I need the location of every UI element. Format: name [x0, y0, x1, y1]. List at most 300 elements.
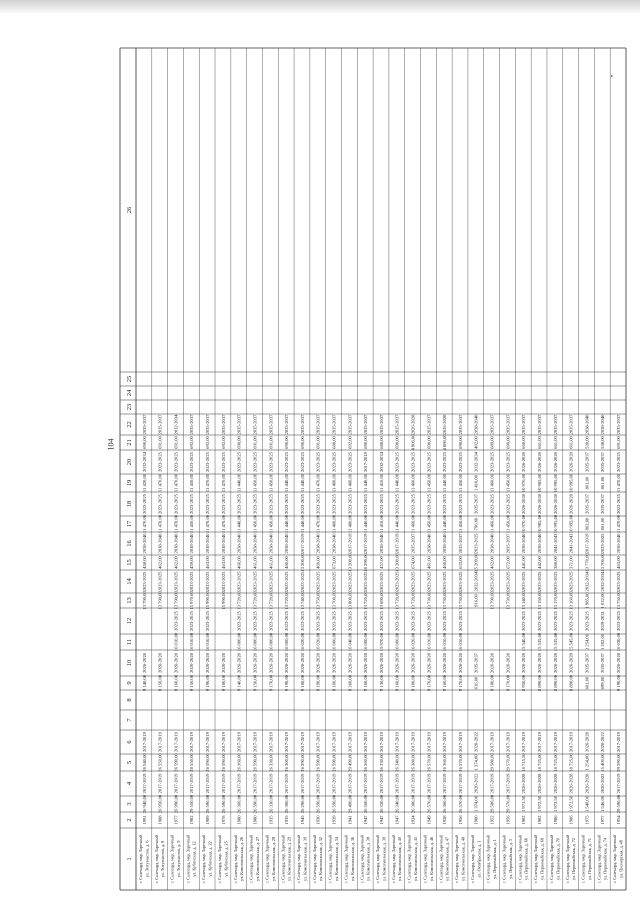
cell-c10: 2026-2028	[157, 653, 163, 673]
cell-c15: 457,00	[378, 556, 384, 569]
cell-address: г. Салехард, мкр. Заречный	[596, 834, 602, 884]
cell-c20: 2032-2034	[378, 452, 384, 472]
cell-c10: 2026-2028	[173, 653, 179, 673]
cell-c19: 1 410,00	[473, 474, 479, 492]
cell-c5: 26 330,00	[378, 753, 384, 772]
cell-c17: 10 995,00	[568, 514, 574, 534]
cell-address: ул. Первомайская, д. 1	[492, 839, 498, 879]
cell-c5: 26 560,00	[363, 753, 369, 772]
cell-c3: 29 490,00	[347, 794, 353, 814]
cell-c9: 616,00	[473, 676, 479, 690]
cell-c2: 1928	[442, 815, 448, 825]
cell-c15: 463,00	[615, 556, 621, 569]
cell-c20: 2023-2025	[457, 452, 463, 472]
cell-c14: 2023-2025	[568, 571, 574, 592]
cell-c21: 690,00	[299, 436, 305, 449]
cell-address: г. Салехард, мкр. Заречный	[517, 834, 523, 884]
cell-c14: 2023-2025	[552, 571, 558, 592]
cell-c13: 13 720,00	[394, 591, 400, 610]
cell-c3: 26 940,00	[141, 794, 147, 814]
cell-address: г. Салехард, мкр. Заречный	[359, 834, 365, 884]
column-number: 13	[126, 597, 133, 604]
cell-c3: 26 300,00	[284, 794, 290, 814]
cell-c20: 2023-2025	[394, 452, 400, 472]
cell-c15: 13 700,00	[600, 553, 606, 572]
cell-c13: 13 140,00	[521, 591, 527, 610]
cell-c17: 11 440,00	[442, 514, 448, 534]
cell-address: ул. Комсомольская, д. 40	[397, 836, 403, 882]
column-number: 1	[126, 857, 133, 861]
cell-c17: 11 450,00	[268, 514, 274, 534]
cell-c19: 11 410,00	[378, 473, 384, 493]
cell-c2: 1977	[600, 815, 606, 825]
cell-c3: 1 972,50	[536, 795, 542, 813]
cell-c13: 13 790,00	[141, 591, 147, 610]
cell-c9: 9 160,00	[394, 674, 400, 692]
cell-c18: 2023-2025	[505, 494, 511, 514]
cell-c10: 2026-2028	[268, 653, 274, 673]
cell-c3: 26 570,00	[457, 794, 463, 814]
cell-c17: 11 410,00	[378, 514, 384, 534]
cell-c5: 26 330,00	[268, 753, 274, 772]
cell-c14: 2023-2025	[205, 571, 211, 592]
cell-c20: 2023-2025	[268, 452, 274, 472]
cell-c6: 2017-2019	[457, 732, 463, 752]
cell-c13: 1 985,00	[584, 592, 590, 609]
cell-c14: 2023-2025	[457, 571, 463, 592]
cell-c6: 2017-2019	[252, 732, 258, 752]
column-number: 8	[126, 698, 133, 702]
cell-c18: 2023-2025	[410, 494, 416, 514]
cell-c4: 2017-2019	[284, 773, 290, 794]
cell-c18: 2023-2025	[363, 494, 369, 514]
cell-c18: 2023-2025	[173, 494, 179, 514]
cell-c12: 2023-2025	[521, 611, 527, 631]
cell-address: г. Салехард, мкр. Заречный	[564, 834, 570, 884]
cell-c10: 2026-2028	[378, 653, 384, 673]
cell-c21: 691,00	[615, 436, 621, 449]
cell-address: г. Салехард, мкр. Заречный	[406, 834, 412, 884]
cell-c20: 2023-2025	[410, 452, 416, 472]
cell-c16: 2017-2019	[347, 533, 353, 554]
cell-address: г. Салехард, мкр. Заречный	[232, 834, 238, 884]
cell-c19: 11 470,00	[315, 473, 321, 493]
cell-c19: 11 450,00	[252, 473, 258, 493]
cell-c14: 2023-2025	[299, 571, 305, 592]
cell-c19: 11 450,00	[426, 473, 432, 493]
column-number: 15	[126, 559, 133, 566]
cell-c10: 2035-2037	[473, 653, 479, 673]
cell-c15: 463,00	[220, 556, 226, 569]
cell-c4: 2017-2019	[505, 773, 511, 794]
cell-c2: 1977	[173, 815, 179, 825]
cell-c12: 2029-2031	[600, 611, 606, 631]
cell-address: ул. Первомайская, д. 72	[571, 838, 577, 880]
cell-c22: 2035-2037	[268, 414, 274, 435]
cell-c11: 1 254,00	[584, 633, 590, 651]
cell-c18: 2023-2025	[189, 494, 195, 514]
cell-c14: 2023-2025	[347, 571, 353, 592]
cell-c10: 2035-2037	[584, 653, 590, 673]
cell-c10: 2026-2028	[315, 653, 321, 673]
cell-c4: 2017-2019	[615, 773, 621, 794]
cell-address: г. Салехард, мкр. Заречный	[280, 834, 286, 884]
cell-c19: 11 400,00	[331, 473, 337, 493]
cell-c17: 11 470,00	[173, 514, 179, 534]
cell-c5: 26 290,00	[299, 753, 305, 772]
cell-c3: 1 546,00	[600, 795, 606, 813]
cell-c20: 2023-2025	[299, 452, 305, 472]
cell-c4: 2017-2019	[331, 773, 337, 794]
cell-c5: 1 374,00	[473, 754, 479, 771]
cell-c16: 2038-2040	[284, 533, 290, 554]
cell-c4: 2020-2022	[600, 773, 606, 794]
cell-c17: 11 460,00	[489, 514, 495, 534]
cell-c12: 2023-2025	[299, 611, 305, 631]
cell-c2: 1934	[410, 815, 416, 825]
cell-c12: 2023-2025	[347, 611, 353, 631]
cell-c6: 2017-2019	[363, 732, 369, 752]
column-number: 2	[126, 818, 133, 822]
cell-c15: 461,00	[268, 556, 274, 569]
cell-c11: 15 970,00	[378, 632, 384, 652]
cell-c18: 2023-2025	[284, 494, 290, 514]
cell-c18: 2026-2028	[552, 494, 558, 514]
cell-c18: 2023-2025	[205, 494, 211, 514]
cell-c14: 2023-2025	[268, 571, 274, 592]
cell-c15: 462,00	[173, 556, 179, 569]
cell-address: г. Салехард, мкр. Заречный	[343, 834, 349, 884]
column-number: 20	[126, 458, 133, 466]
cell-c2: 1941	[347, 815, 353, 825]
cell-c2: 1975	[584, 815, 590, 825]
cell-c20: 2023-2025	[426, 452, 432, 472]
cell-c5: 26 590,00	[173, 753, 179, 772]
cell-c13: 13 720,00	[410, 591, 416, 610]
cell-c17: 11 450,00	[252, 514, 258, 534]
cell-address: ул. Первомайская, д. 3	[507, 839, 513, 879]
cell-c20: 2023-2025	[442, 452, 448, 472]
cell-c19: 11 440,00	[394, 473, 400, 493]
cell-c13: 13 790,00	[173, 591, 179, 610]
cell-c4: 2020-2022	[473, 773, 479, 794]
cell-c14: 2023-2025	[252, 571, 258, 592]
cell-c9: 9 170,00	[426, 674, 432, 692]
column-number: 18	[126, 500, 133, 508]
cell-c3: 26 570,00	[426, 794, 432, 814]
cell-c13: 1 032,00	[600, 592, 606, 609]
cell-address: ул. Первомайская, д. 66	[523, 838, 529, 880]
cell-c11: 16 020,00	[299, 632, 305, 652]
cell-c19: 10 995,00	[568, 473, 574, 493]
cell-c13: 13 690,00	[378, 591, 384, 610]
cell-c22: 2035-2037	[347, 414, 353, 435]
cell-c3: 26 590,00	[252, 794, 258, 814]
cell-c22: 2035-2037	[220, 414, 226, 435]
cell-c17: 11 470,00	[615, 514, 621, 534]
cell-c15: 673,00	[331, 556, 337, 569]
cell-c14: 2023-2025	[536, 571, 542, 592]
cell-c9: 9 360,00	[347, 674, 353, 692]
cell-c21: 690,00	[284, 436, 290, 449]
cell-c18: 2023-2025	[394, 494, 400, 514]
cell-c10: 2026-2028	[442, 653, 448, 673]
cell-c9: 601,00	[584, 676, 590, 690]
cell-c19: 11 480,00	[347, 473, 353, 493]
cell-c4: 2017-2019	[205, 773, 211, 794]
cell-c15: 672,00	[505, 556, 511, 569]
column-number: 26	[126, 206, 133, 214]
cell-c9: 8 890,00	[536, 674, 542, 692]
cell-c10: 2026-2028	[552, 653, 558, 673]
cell-c10: 2026-2028	[410, 653, 416, 673]
cell-c20: 2023-2025	[505, 452, 511, 472]
cell-c9: 9 170,00	[268, 674, 274, 692]
cell-c2: 1986	[568, 815, 574, 825]
cell-c3: 1 374,00	[473, 795, 479, 813]
cell-c4: 2017-2019	[347, 773, 353, 794]
cell-c17: 861,00	[600, 517, 606, 531]
cell-c18: 2023-2025	[157, 494, 163, 514]
cell-c13: 13 700,00	[331, 591, 337, 610]
cell-c13: 13 790,00	[157, 591, 163, 610]
cell-c9: 9 160,00	[173, 674, 179, 692]
column-number: 14	[126, 578, 133, 585]
cell-c15: 441,00	[521, 556, 527, 569]
cell-c9: 9 170,00	[505, 674, 511, 692]
cell-c16: 2038-2040	[189, 533, 195, 554]
cell-c9: 9 180,00	[220, 674, 226, 692]
cell-c21: 691,00	[173, 436, 179, 449]
cell-c9: 9 160,00	[442, 674, 448, 692]
cell-c12: 2023-2025	[268, 611, 274, 631]
cell-c18: 2023-2025	[457, 494, 463, 514]
cell-c4: 2017-2019	[157, 773, 163, 794]
column-number: 4	[126, 781, 133, 786]
cell-c21: 402,00	[473, 436, 479, 449]
cell-c22: 2035-2037	[489, 414, 495, 435]
cell-c11: 16 010,00	[442, 632, 448, 652]
cell-c2: 1949	[426, 815, 432, 825]
cell-c18: 2023-2025	[378, 494, 384, 514]
cell-c18: 2023-2025	[615, 494, 621, 514]
cell-c5: 18 715,50	[521, 753, 527, 772]
cell-c6: 2017-2019	[268, 732, 274, 752]
cell-c4: 2017-2019	[220, 773, 226, 794]
cell-c13: 13 730,00	[442, 591, 448, 610]
cell-address: ул. Кубинская, д. 25	[223, 841, 229, 877]
cell-c4: 2017-2019	[268, 773, 274, 794]
cell-address: г. Салехард, мкр. Заречный	[548, 834, 554, 884]
cell-c22: 2035-2037	[284, 414, 290, 435]
cell-address: ул. Комсомольская, д. 39	[381, 836, 387, 882]
cell-c22: 2035-2037	[552, 414, 558, 435]
cell-c19: 11 460,00	[410, 473, 416, 493]
cell-c19: 11 420,00	[141, 473, 147, 493]
cell-c13: 15 990,00	[220, 591, 226, 610]
cell-c12: 2023-2025	[236, 611, 242, 631]
cell-c10: 2035-2037	[600, 653, 606, 673]
cell-c11: 16 040,00	[347, 632, 353, 652]
cell-c19: 11 470,00	[173, 473, 179, 493]
cell-c19: 10 995,00	[552, 473, 558, 493]
cell-c4: 2017-2019	[299, 773, 305, 794]
cell-c2: 1982	[521, 815, 527, 825]
cell-c2: 1935	[268, 815, 274, 825]
cell-c16: 2017-2019	[299, 533, 305, 554]
cell-c5: 26 590,00	[331, 753, 337, 772]
cell-c12: 2023-2025	[536, 611, 542, 631]
cell-c16: 2038-2040	[489, 533, 495, 554]
cell-address: г. Салехард, мкр. Заречный	[138, 834, 144, 884]
cell-c22: 2038-2040	[600, 414, 606, 435]
cell-c10: 2026-2028	[536, 653, 542, 673]
cell-address: г. Салехард, мкр. Заречный	[296, 834, 302, 884]
cell-c9: 9 100,00	[331, 674, 337, 692]
cell-c3: 26 990,00	[173, 794, 179, 814]
cell-c15: 462,00	[157, 556, 163, 569]
cell-c13: 13 720,00	[363, 591, 369, 610]
cell-address: ул. Комсомольская, д. 32	[318, 836, 324, 882]
cell-c20: 2032-2034	[141, 452, 147, 472]
cell-c20: 2035-2037	[584, 452, 590, 472]
cell-c12: 2023-2025	[173, 611, 179, 631]
cell-c17: 11 470,00	[315, 514, 321, 534]
cell-c11: 16 020,00	[410, 632, 416, 652]
cell-c6: 2017-2019	[378, 732, 384, 752]
cell-c9: 9 180,00	[299, 674, 305, 692]
cell-c2: 1982	[536, 815, 542, 825]
cell-c4: 2017-2019	[252, 773, 258, 794]
cell-c6: 2017-2019	[442, 732, 448, 752]
cell-c10: 2026-2028	[284, 653, 290, 673]
cell-c16: 2023-2025	[473, 533, 479, 554]
cell-c14: 2023-2025	[284, 571, 290, 592]
cell-c5: 26 590,00	[315, 753, 321, 772]
cell-c6: 2017-2019	[536, 732, 542, 752]
cell-c14: 2023-2025	[521, 571, 527, 592]
cell-c5: 29 570,00	[505, 753, 511, 772]
cell-c6: 2017-2019	[615, 732, 621, 752]
cell-c2: 1980	[252, 815, 258, 825]
cell-c6: 2017-2019	[410, 732, 416, 752]
cell-c18: 2023-2025	[331, 494, 337, 514]
cell-c21: 690,00	[426, 436, 432, 449]
cell-c4: 2017-2019	[363, 773, 369, 794]
cell-c16: 2038-2040	[315, 533, 321, 554]
cell-c10: 2026-2028	[457, 653, 463, 673]
page-number: 104	[106, 438, 116, 451]
cell-c16: 2035-2037	[410, 533, 416, 554]
cell-c19: 11 440,00	[284, 473, 290, 493]
column-number: 7	[126, 718, 133, 722]
cell-c17: 11 440,00	[363, 514, 369, 534]
cell-c18: 2026-2028	[568, 494, 574, 514]
cell-address: г. Салехард, мкр. Заречный	[375, 834, 381, 884]
cell-c16: 2038-2040	[378, 533, 384, 554]
column-number: 5	[126, 760, 133, 765]
cell-c5: 29 590,00	[615, 753, 621, 772]
cell-c9: 8 950,00	[521, 674, 527, 692]
cell-c16: 2038-2040	[521, 533, 527, 554]
cell-c14: 2032-2034	[584, 571, 590, 592]
cell-c9: 9 180,00	[489, 674, 495, 692]
cell-c12: 2023-2025	[457, 611, 463, 631]
cell-c6: 2017-2019	[284, 732, 290, 752]
cell-c17: 11 470,00	[220, 514, 226, 534]
cell-c22: 2035-2037	[505, 414, 511, 435]
cell-c6: 2017-2019	[205, 732, 211, 752]
cell-c15: 13 200,00	[347, 553, 353, 572]
cell-c9: 9 190,00	[284, 674, 290, 692]
cell-c14: 2023-2025	[505, 571, 511, 592]
cell-c15: 460,00	[236, 556, 242, 569]
cell-c10: 2026-2028	[299, 653, 305, 673]
column-number: 23	[126, 403, 133, 411]
cell-c20: 2035-2037	[600, 452, 606, 472]
cell-c9: 9 150,00	[157, 674, 163, 692]
cell-c14: 2023-2025	[410, 571, 416, 592]
cell-c21: 690,00	[394, 436, 400, 449]
cell-c9: 8 890,00	[568, 674, 574, 692]
cell-c5: 26 550,00	[157, 753, 163, 772]
cell-c16: 2038-2040	[331, 533, 337, 554]
cell-c2: 1930	[315, 815, 321, 825]
cell-c15: 442,00	[536, 556, 542, 569]
cell-c20: 2023-2025	[157, 452, 163, 472]
cell-c20: 2026-2028	[552, 452, 558, 472]
cell-c14: 2023-2025	[394, 571, 400, 592]
cell-c18: 2035-2037	[600, 494, 606, 514]
cell-c6: 2017-2019	[568, 732, 574, 752]
cell-c3: 29 580,00	[489, 794, 495, 814]
cell-c21: 692,00	[205, 436, 211, 449]
cell-c17: 796,00	[473, 517, 479, 531]
cell-c11: 16 000,00	[252, 632, 258, 652]
cell-c3: 26 590,00	[205, 794, 211, 814]
cell-c16: 2041-2043	[568, 533, 574, 554]
cell-c16: 2038-2040	[268, 533, 274, 554]
cell-c10: 2026-2028	[394, 653, 400, 673]
cell-c22: 2032-2034	[173, 414, 179, 435]
cell-c22: 2035-2037	[426, 414, 432, 435]
cell-c6: 2017-2019	[157, 732, 163, 752]
cell-c6: 2020-2022	[600, 732, 606, 752]
cell-c18: 2026-2028	[536, 494, 542, 514]
cell-c11: 16 000,00	[394, 632, 400, 652]
cell-c17: 11 440,00	[284, 514, 290, 534]
cell-c22: 2038-2040	[473, 414, 479, 435]
cell-c15: 13 200,00	[394, 553, 400, 572]
cell-c20: 2023-2025	[284, 452, 290, 472]
cell-c18: 2023-2025	[252, 494, 258, 514]
cell-c16: 2017-2019	[394, 533, 400, 554]
cell-c3: 26 330,00	[378, 794, 384, 814]
cell-c17: 11 470,00	[205, 514, 211, 534]
cell-c15: 463,00	[205, 556, 211, 569]
cell-address: ул. Комсомольская, д. 34	[334, 836, 340, 882]
cell-c22: 2035-2037	[252, 414, 258, 435]
cell-address: ул. Комсомольская, д. 48	[460, 836, 466, 882]
cell-c17: 11 450,00	[457, 514, 463, 534]
cell-address: ул. Кубинская, д. 12	[191, 841, 197, 877]
cell-c3: 26 360,00	[442, 794, 448, 814]
cell-c6: 2017-2019	[236, 732, 242, 752]
cell-c2: 1947	[378, 815, 384, 825]
cell-address: г. Салехард, мкр. Заречный	[217, 834, 223, 884]
margin-dot: •	[610, 74, 616, 78]
cell-c19: 11 440,00	[363, 473, 369, 493]
